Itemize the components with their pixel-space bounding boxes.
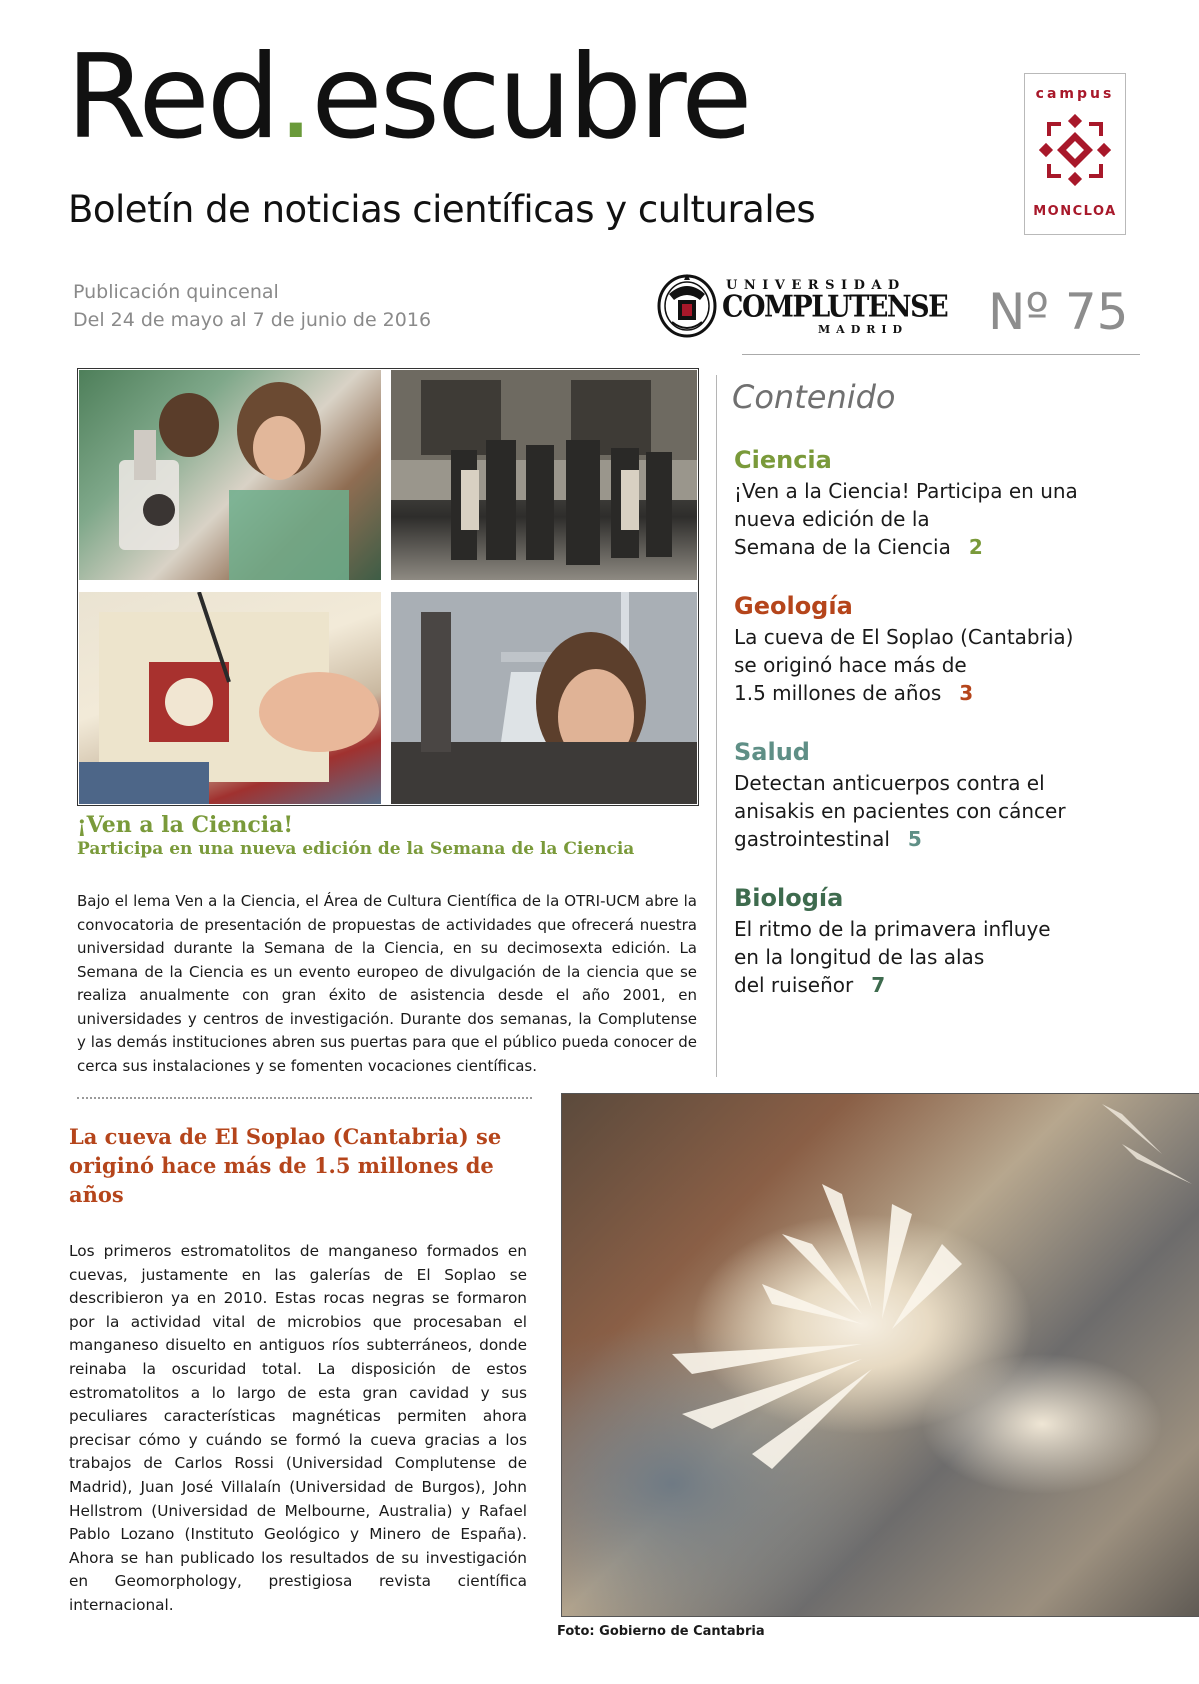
masthead-subtitle: Boletín de noticias científicas y culturales bbox=[68, 188, 816, 231]
masthead-title-dot: . bbox=[277, 30, 312, 165]
campus-moncloa-logo bbox=[1024, 73, 1126, 235]
campus-logo-top-text: campus bbox=[1035, 86, 1115, 102]
masthead-title-part2: escubre bbox=[311, 30, 750, 165]
photo-chemistry-student bbox=[391, 592, 697, 804]
toc-line: Semana de la Ciencia bbox=[734, 535, 951, 559]
toc-line: ¡Ven a la Ciencia! Participa en una bbox=[734, 479, 1078, 503]
ciencia-subheadline: Participa en una nueva edición de la Semana de la Ciencia bbox=[77, 839, 635, 859]
column-divider bbox=[716, 375, 717, 1077]
ucm-logo-line2: COMPLUTENSE bbox=[722, 290, 948, 325]
toc-line: 1.5 millones de años bbox=[734, 681, 942, 705]
photo-cave-crystals bbox=[561, 1093, 1199, 1617]
toc-page-number: 5 bbox=[907, 827, 922, 851]
ciencia-headline: ¡Ven a la Ciencia! bbox=[77, 812, 294, 838]
toc-line: Detectan anticuerpos contra el bbox=[734, 771, 1045, 795]
photo-microscope-lab bbox=[79, 370, 381, 580]
toc-page-number: 7 bbox=[871, 973, 886, 997]
toc-line: del ruiseñor bbox=[734, 973, 854, 997]
toc-entry-salud[interactable] bbox=[734, 769, 1154, 853]
photo-manuscript-restoration bbox=[79, 592, 381, 804]
article-separator bbox=[77, 1097, 532, 1099]
ucm-logo-line3: MADRID bbox=[818, 323, 909, 336]
toc-category-ciencia[interactable]: Ciencia bbox=[734, 446, 832, 474]
ucm-seal-icon bbox=[656, 270, 718, 338]
masthead-title bbox=[66, 30, 750, 165]
ciencia-body: Bajo el lema Ven a la Ciencia, el Área de Cultura Científica de la OTRI-UCM abre la convocatoria de presentación de propuestas de actividades que ofrecerá nuestra universidad durante la Semana de la Ciencia, en su decimosexta edición. La Semana de la Ciencia es un evento europeo de divulgación de la ciencia que se realiza anualmente con gran éxito de asistencia desde el año 2001, en universidades y centros de investigación. Durante dos semanas, la Complutense y las demás instituciones abren sus puertas para que el público pueda conocer de cerca sus instalaciones y se fomenten vocaciones científicas. bbox=[77, 892, 697, 1075]
ucm-logo bbox=[656, 270, 948, 340]
campus-emblem-icon bbox=[1039, 114, 1111, 186]
toc-page-number: 2 bbox=[968, 535, 983, 559]
toc-category-salud[interactable]: Salud bbox=[734, 738, 810, 766]
campus-logo-bottom-text: MONCLOA bbox=[1033, 204, 1117, 219]
soplao-body: Los primeros estromatolitos de manganeso formados en cuevas, justamente en las galerías de El Soplao se describieron ya en 2010. Estas rocas negras se formaron por la actividad vital de microbios que procesaban el manganeso disuelto en antiguos ríos subterráneos, donde reinaba la oscuridad total. La disposición de estos estromatolitos a lo largo de esta gran cavidad y sus peculiares características magnéticas permiten ahora precisar cómo y cuándo se formó la cueva gracias a los trabajos de Carlos Rossi (Universidad Complutense de Madrid), Juan José Villalaín (Universidad de Burgos), John Hellstrom (Universidad de Melbourne, Australia) y Rafael Pablo Lozano (Instituto Geológico y Minero de España). Ahora se han publicado los resultados de su investigación en Geomorphology, prestigiosa revista científica internacional. bbox=[69, 1242, 527, 1614]
toc-line: El ritmo de la primavera influye bbox=[734, 917, 1051, 941]
issue-number: Nº 75 bbox=[988, 283, 1129, 341]
toc-entry-geologia[interactable] bbox=[734, 623, 1154, 707]
toc-category-biologia[interactable]: Biología bbox=[734, 884, 844, 912]
contents-title: Contenido bbox=[732, 378, 896, 416]
publication-date-range: Del 24 de mayo al 7 de junio de 2016 bbox=[73, 309, 432, 331]
photo-collage bbox=[77, 368, 699, 806]
masthead-title-part1: Red bbox=[66, 30, 278, 165]
photo-credit: Foto: Gobierno de Cantabria bbox=[557, 1624, 765, 1639]
toc-entry-biologia[interactable] bbox=[734, 915, 1154, 999]
toc-line: nueva edición de la bbox=[734, 507, 930, 531]
toc-line: La cueva de El Soplao (Cantabria) bbox=[734, 625, 1074, 649]
toc-line: se originó hace más de bbox=[734, 653, 967, 677]
soplao-headline: La cueva de El Soplao (Cantabria) se originó hace más de 1.5 millones de años bbox=[69, 1124, 502, 1207]
toc-line: gastrointestinal bbox=[734, 827, 890, 851]
toc-line: en la longitud de las alas bbox=[734, 945, 985, 969]
photo-museum-visitors bbox=[391, 370, 697, 580]
ucm-logo-line1: UNIVERSIDAD bbox=[726, 278, 906, 293]
toc-line: anisakis en pacientes con cáncer bbox=[734, 799, 1066, 823]
toc-category-geologia[interactable]: Geología bbox=[734, 592, 853, 620]
toc-entry-ciencia[interactable] bbox=[734, 477, 1154, 561]
header-divider bbox=[742, 354, 1140, 355]
toc-page-number: 3 bbox=[959, 681, 974, 705]
publication-frequency: Publicación quincenal bbox=[73, 281, 279, 303]
